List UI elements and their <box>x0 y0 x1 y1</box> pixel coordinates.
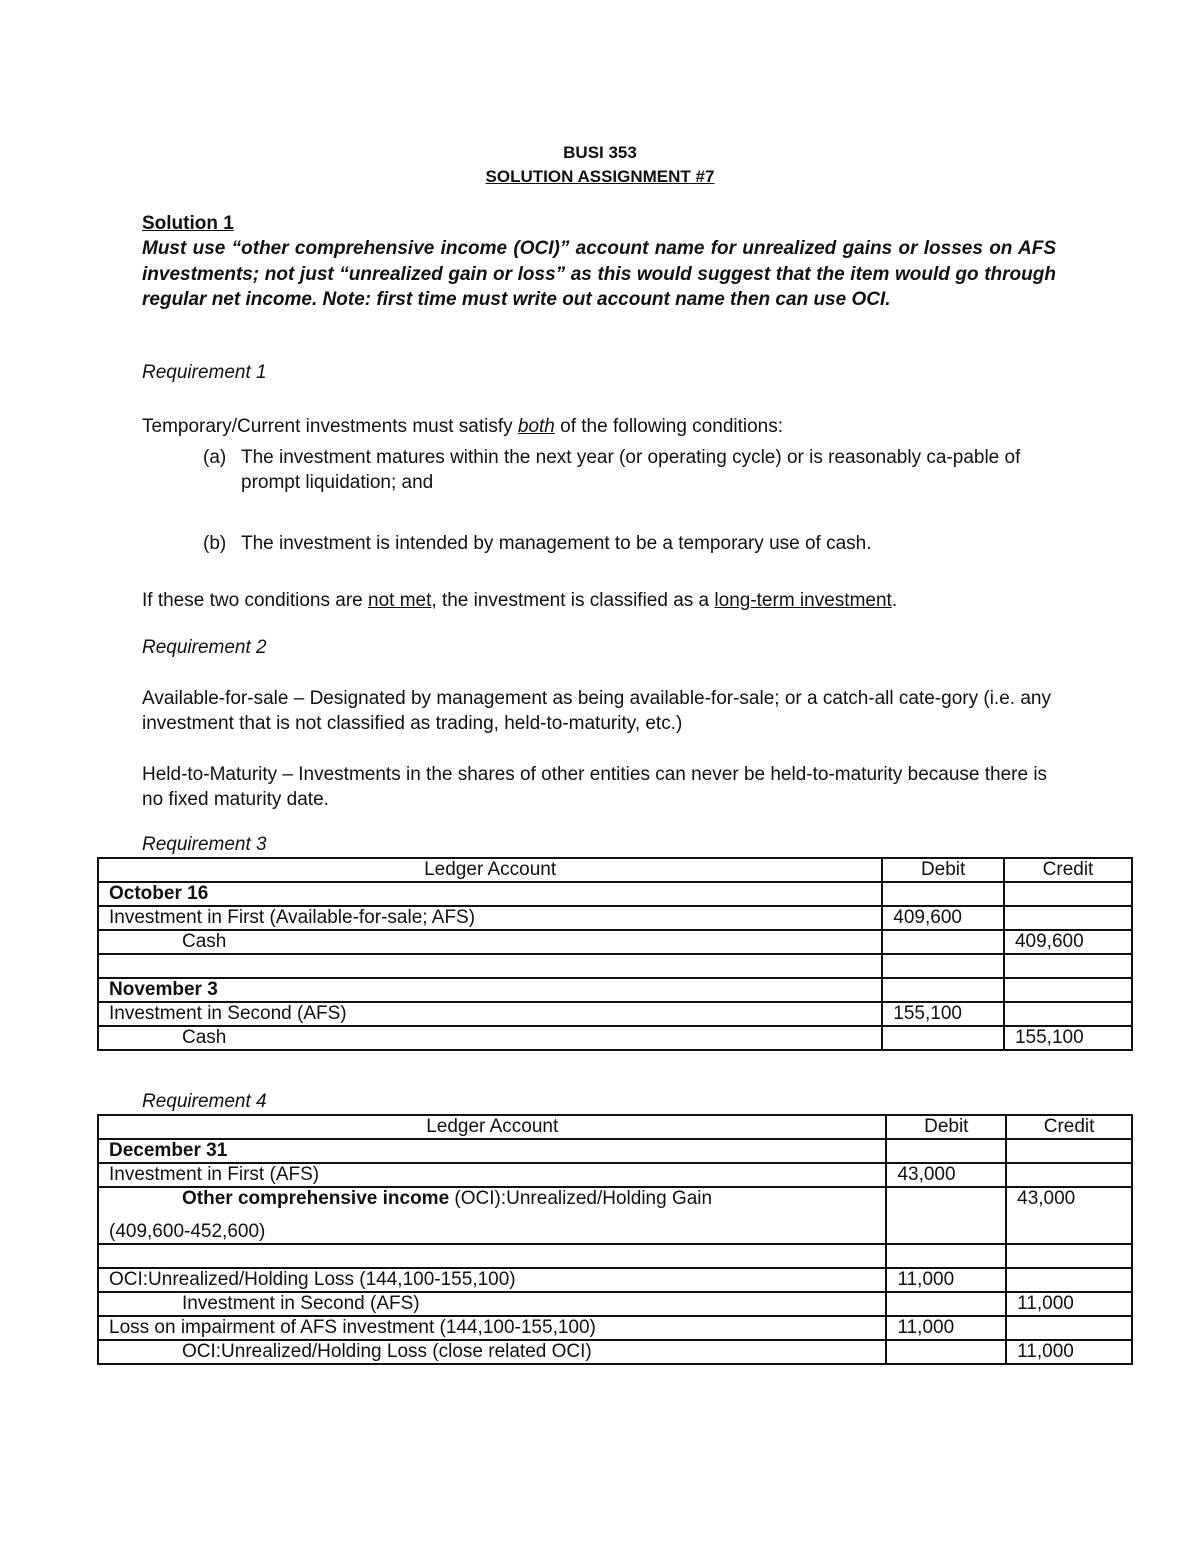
table-row <box>98 1340 1132 1364</box>
assignment-title: SOLUTION ASSIGNMENT #7 <box>485 167 715 186</box>
account-cell: Cash <box>98 1026 882 1050</box>
table-row <box>98 1316 1132 1340</box>
concl-long-term: long-term investment <box>714 590 892 611</box>
concl-a: If these two conditions are <box>142 590 369 611</box>
account-cell <box>98 1244 886 1268</box>
ledger-table-req3 <box>97 857 1133 1051</box>
oci-gain-label: (OCI):Unrealized/Holding Gain <box>449 1188 713 1209</box>
concl-c: . <box>891 590 898 611</box>
debit-cell <box>882 882 1004 906</box>
table-row <box>98 1187 1132 1244</box>
account-cell: OCI:Unrealized/Holding Loss (close related OCI) <box>98 1340 886 1364</box>
credit-cell <box>1004 978 1132 1002</box>
table-row <box>98 954 1132 978</box>
course-title: BUSI 353 <box>563 143 637 162</box>
header-credit: Credit <box>1006 1115 1132 1139</box>
req1-intro-b: of the following conditions: <box>554 416 784 437</box>
debit-cell <box>886 1292 1006 1316</box>
credit-cell <box>1006 1316 1132 1340</box>
table-row <box>98 1026 1132 1050</box>
table-row <box>98 1268 1132 1292</box>
table-row <box>98 1002 1132 1026</box>
credit-cell <box>1006 1163 1132 1187</box>
header-debit: Debit <box>886 1115 1006 1139</box>
account-cell: OCI:Unrealized/Holding Loss (144,100-155,100) <box>98 1268 886 1292</box>
req1-intro-both: both <box>517 416 555 437</box>
oci-bold-label: Other comprehensive income <box>182 1188 450 1209</box>
account-cell: Investment in First (AFS) <box>98 1163 886 1187</box>
account-cell <box>98 1187 886 1244</box>
condition-b-label: (b) <box>203 533 227 554</box>
debit-cell <box>882 930 1004 954</box>
solution-1-heading: Solution 1 <box>142 213 234 234</box>
credit-cell <box>1004 954 1132 978</box>
table-row <box>98 1244 1132 1268</box>
date-cell: December 31 <box>98 1139 886 1163</box>
requirement-3-label: Requirement 3 <box>142 834 267 855</box>
debit-cell <box>886 1187 1006 1244</box>
req1-conclusion <box>142 588 1057 613</box>
concl-not-met: not met <box>368 590 432 611</box>
debit-cell: 11,000 <box>886 1316 1006 1340</box>
debit-cell <box>886 1139 1006 1163</box>
condition-a-text: The investment matures within the next year (or operating cycle) or is reasonably ca-pable of prompt liquidation; and <box>241 447 1021 493</box>
oci-note: Must use “other comprehensive income (OCI)” account name for unrealized gains or losses on AFS investments; not just “unrealized gain or loss” as this would suggest that the item would go through regular net income. Note: first time must write out account name then can use OCI. <box>142 238 1056 310</box>
account-cell <box>98 954 882 978</box>
condition-b-text: The investment is intended by management to be a temporary use of cash. <box>241 533 872 554</box>
header-ledger-account: Ledger Account <box>98 858 882 882</box>
credit-cell <box>1004 906 1132 930</box>
table-row <box>98 1292 1132 1316</box>
table-row <box>98 930 1132 954</box>
credit-cell: 409,600 <box>1004 930 1132 954</box>
table-row <box>98 978 1132 1002</box>
debit-cell <box>882 978 1004 1002</box>
header-ledger-account: Ledger Account <box>98 1115 886 1139</box>
table-row <box>98 1139 1132 1163</box>
debit-cell <box>886 1244 1006 1268</box>
credit-cell <box>1006 1244 1132 1268</box>
credit-cell: 43,000 <box>1006 1187 1132 1244</box>
req1-intro <box>142 414 1057 439</box>
afs-definition: Available-for-sale – Designated by management as being available-for-sale; or a catch-all cate-gory (i.e. any investment that is not classified as trading, held-to-maturity, etc.) <box>142 688 1051 734</box>
requirement-2-label: Requirement 2 <box>142 637 267 658</box>
table-row <box>98 1163 1132 1187</box>
req1-intro-a: Temporary/Current investments must satisfy <box>142 416 518 437</box>
requirement-4-label: Requirement 4 <box>142 1091 267 1112</box>
account-cell: Investment in Second (AFS) <box>98 1002 882 1026</box>
debit-cell: 11,000 <box>886 1268 1006 1292</box>
debit-cell <box>886 1340 1006 1364</box>
date-cell: November 3 <box>98 978 882 1002</box>
account-cell: Loss on impairment of AFS investment (144,100-155,100) <box>98 1316 886 1340</box>
credit-cell <box>1004 882 1132 906</box>
oci-gain-calc: (409,600-452,600) <box>109 1221 266 1242</box>
table-header-row <box>98 1115 1132 1139</box>
condition-a-label: (a) <box>203 447 227 468</box>
account-cell: Investment in Second (AFS) <box>98 1292 886 1316</box>
credit-cell: 11,000 <box>1006 1340 1132 1364</box>
debit-cell: 43,000 <box>886 1163 1006 1187</box>
debit-cell <box>882 954 1004 978</box>
header-credit: Credit <box>1004 858 1132 882</box>
table-row <box>98 882 1132 906</box>
condition-b <box>203 531 1053 556</box>
credit-cell <box>1006 1268 1132 1292</box>
credit-cell: 155,100 <box>1004 1026 1132 1050</box>
table-header-row <box>98 858 1132 882</box>
concl-b: , the investment is classified as a <box>431 590 715 611</box>
debit-cell <box>882 1026 1004 1050</box>
date-cell: October 16 <box>98 882 882 906</box>
htm-definition: Held-to-Maturity – Investments in the shares of other entities can never be held-to-maturity because there is no fixed maturity date. <box>142 764 1048 810</box>
ledger-table-req4 <box>97 1114 1133 1365</box>
account-cell: Investment in First (Available-for-sale; AFS) <box>98 906 882 930</box>
account-cell: Cash <box>98 930 882 954</box>
credit-cell: 11,000 <box>1006 1292 1132 1316</box>
debit-cell: 409,600 <box>882 906 1004 930</box>
header-debit: Debit <box>882 858 1004 882</box>
debit-cell: 155,100 <box>882 1002 1004 1026</box>
credit-cell <box>1004 1002 1132 1026</box>
requirement-1-label: Requirement 1 <box>142 362 267 383</box>
table-row <box>98 906 1132 930</box>
credit-cell <box>1006 1139 1132 1163</box>
condition-a <box>203 445 1053 495</box>
